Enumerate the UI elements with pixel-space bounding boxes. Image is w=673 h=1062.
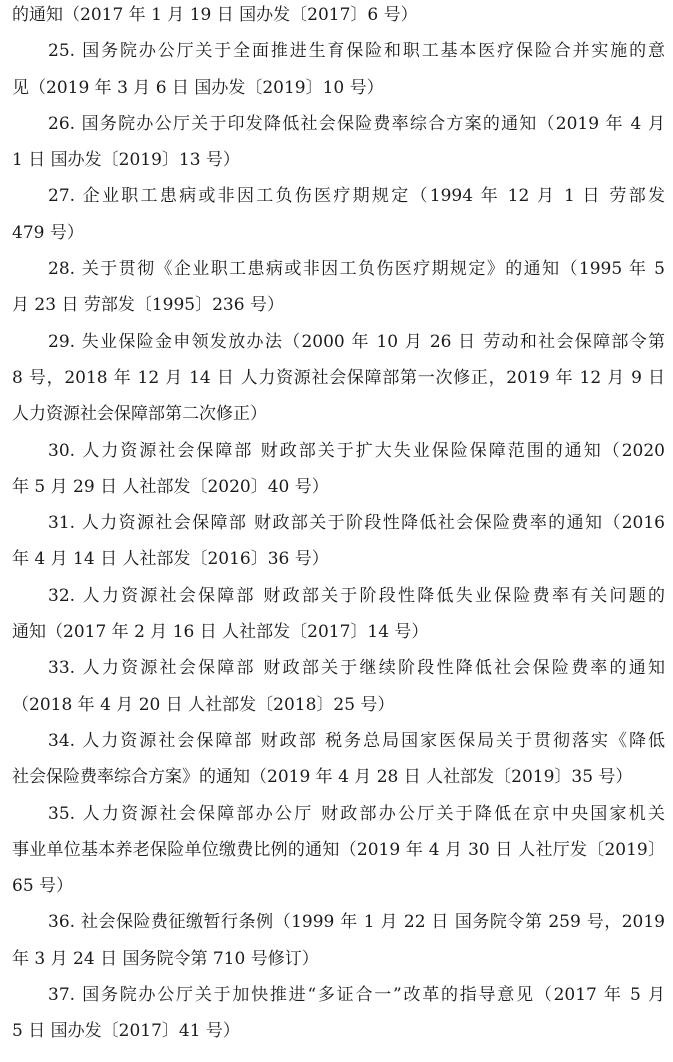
text-line: 27. 企业职工患病或非因工负伤医疗期规定（1994 年 12 月 1 日 劳部发 — [48, 186, 665, 207]
paragraph — [12, 723, 665, 796]
paragraph — [12, 178, 665, 251]
paragraph — [12, 106, 665, 179]
text-line: 见（2019 年 3 月 6 日 国办发〔2019〕10 号） — [12, 77, 384, 98]
paragraph — [12, 324, 665, 433]
text-line: 32. 人力资源社会保障部 财政部关于阶段性降低失业保险费率有关问题的 — [48, 585, 665, 606]
text-line: 5 日 国办发〔2017〕41 号） — [12, 1021, 240, 1042]
text-line: 事业单位基本养老保险单位缴费比例的通知（2019 年 4 月 30 日 人社厅发〔2019〕 — [12, 839, 665, 860]
text-line: 26. 国务院办公厅关于印发降低社会保险费率综合方案的通知（2019 年 4 月 — [48, 113, 665, 134]
document-body — [12, 0, 665, 1050]
text-line: 年 3 月 24 日 国务院令第 710 号修订） — [12, 948, 319, 969]
text-line: 29. 失业保险金申领发放办法（2000 年 10 月 26 日 劳动和社会保障部令第 — [48, 331, 665, 352]
text-line: 33. 人力资源社会保障部 财政部关于继续阶段性降低社会保险费率的通知 — [48, 658, 665, 679]
paragraph — [12, 0, 665, 33]
text-line: 月 23 日 劳部发〔1995〕236 号） — [12, 295, 284, 316]
text-line: 8 号，2018 年 12 月 14 日 人力资源社会保障部第一次修正，2019 年 12 月 9 日 — [12, 367, 665, 388]
paragraph — [12, 433, 665, 506]
text-line: 1 日 国办发〔2019〕13 号） — [12, 150, 240, 171]
text-line: 37. 国务院办公厅关于加快推进“多证合一”改革的指导意见（2017 年 5 月 — [48, 985, 665, 1006]
text-line: 31. 人力资源社会保障部 财政部关于阶段性降低社会保险费率的通知（2016 — [48, 513, 665, 534]
text-line: （2018 年 4 月 20 日 人社部发〔2018〕25 号） — [12, 694, 395, 715]
text-line: 34. 人力资源社会保障部 财政部 税务总局国家医保局关于贯彻落实《降低 — [48, 730, 665, 751]
text-line: 36. 社会保险费征缴暂行条例（1999 年 1 月 22 日 国务院令第 259 号，2019 — [48, 912, 665, 933]
text-line: 479 号） — [12, 222, 84, 243]
paragraph — [12, 904, 665, 977]
text-line: 人力资源社会保障部第二次修正） — [12, 404, 267, 425]
text-line: 28. 关于贯彻《企业职工患病或非因工负伤医疗期规定》的通知（1995 年 5 — [48, 259, 665, 280]
text-line: 通知（2017 年 2 月 16 日 人社部发〔2017〕14 号） — [12, 622, 429, 643]
paragraph — [12, 977, 665, 1050]
paragraph — [12, 796, 665, 905]
text-line: 的通知（2017 年 1 月 19 日 国办发〔2017〕6 号） — [12, 5, 418, 25]
text-line: 年 5 月 29 日 人社部发〔2020〕40 号） — [12, 476, 329, 497]
paragraph — [12, 33, 665, 106]
text-line: 65 号） — [12, 876, 74, 897]
paragraph — [12, 578, 665, 651]
text-line: 35. 人力资源社会保障部办公厅 财政部办公厅关于降低在京中央国家机关 — [48, 803, 665, 824]
paragraph — [12, 505, 665, 578]
paragraph — [12, 251, 665, 324]
text-line: 25. 国务院办公厅关于全面推进生育保险和职工基本医疗保险合并实施的意 — [48, 41, 665, 62]
paragraph — [12, 650, 665, 723]
text-line: 年 4 月 14 日 人社部发〔2016〕36 号） — [12, 549, 329, 570]
text-line: 社会保险费率综合方案》的通知（2019 年 4 月 28 日 人社部发〔2019〕35 号） — [12, 767, 633, 788]
text-line: 30. 人力资源社会保障部 财政部关于扩大失业保险保障范围的通知（2020 — [48, 440, 665, 461]
